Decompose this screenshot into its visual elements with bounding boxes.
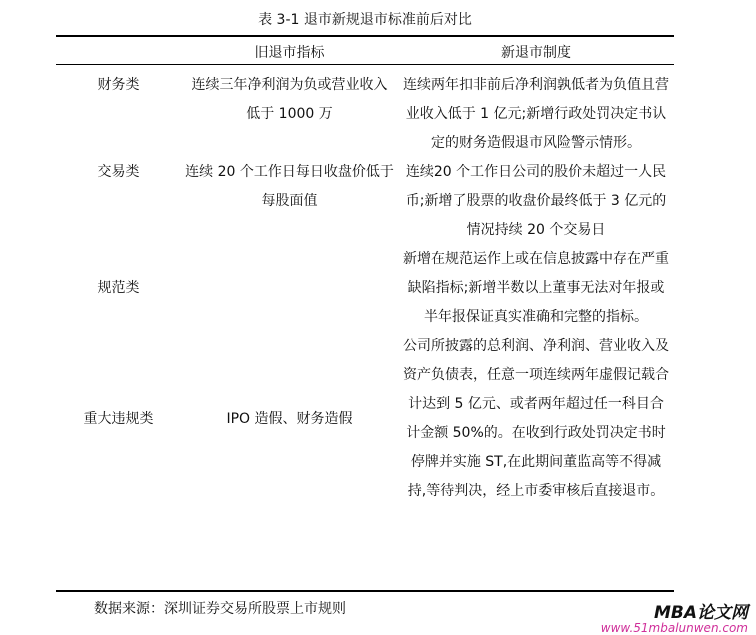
- data-source: 数据来源：深圳证券交易所股票上市规则: [94, 601, 346, 617]
- watermark-url: www.51mbalunwen.com: [600, 621, 748, 635]
- category-cell: 财务类: [97, 77, 140, 93]
- header-new: 新退市制度: [501, 45, 571, 61]
- category-cell: 交易类: [97, 164, 140, 180]
- bottom-rule: [56, 590, 674, 592]
- new-cell: 连续20 个工作日公司的股价未超过一人民币;新增了股票的收盘价最终低于 3 亿元的情况持续 20 个交易日: [405, 164, 667, 238]
- category-cell: 重大违规类: [83, 410, 154, 427]
- watermark-logo: [601, 598, 748, 635]
- category-cell: 规范类: [97, 280, 140, 296]
- old-cell: IPO 造假、财务造假: [226, 410, 353, 427]
- old-cell: 连续三年净利润为负或营业收入低于 1000 万: [191, 77, 388, 122]
- table-title: 表 3-1 退市新规退市标准前后对比: [258, 12, 472, 28]
- new-cell: 公司所披露的总利润、净利润、营业收入及资产负债表，任意一项连续两年虚假记载合计达到 5 亿元、或者两年超过任一科目合计金额 50%的。在收到行政处罚决定书时停牌并实施 ST,在此期间董监高等不得减持,等待判决，经上市委审核后直接退市。: [403, 338, 669, 499]
- table-row: [56, 332, 674, 506]
- header-row: [56, 39, 674, 68]
- header-old: 旧退市指标: [254, 45, 325, 61]
- table-row: [56, 158, 674, 245]
- new-cell: 新增在规范运作上或在信息披露中存在严重缺陷指标;新增半数以上董事无法对年报或半年报保证真实准确和完整的指标。: [403, 251, 669, 325]
- old-cell: 连续 20 个工作日每日收盘价低于每股面值: [185, 164, 394, 209]
- table-row: [56, 245, 674, 332]
- header-category: [56, 39, 181, 68]
- table-row: [56, 71, 674, 158]
- top-rule: [56, 35, 674, 37]
- comparison-table: [56, 39, 674, 506]
- new-cell: 连续两年扣非前后净利润孰低者为负值且营业收入低于 1 亿元;新增行政处罚决定书认定的财务造假退市风险警示情形。: [403, 77, 669, 151]
- watermark-name: MBA论文网: [653, 603, 748, 623]
